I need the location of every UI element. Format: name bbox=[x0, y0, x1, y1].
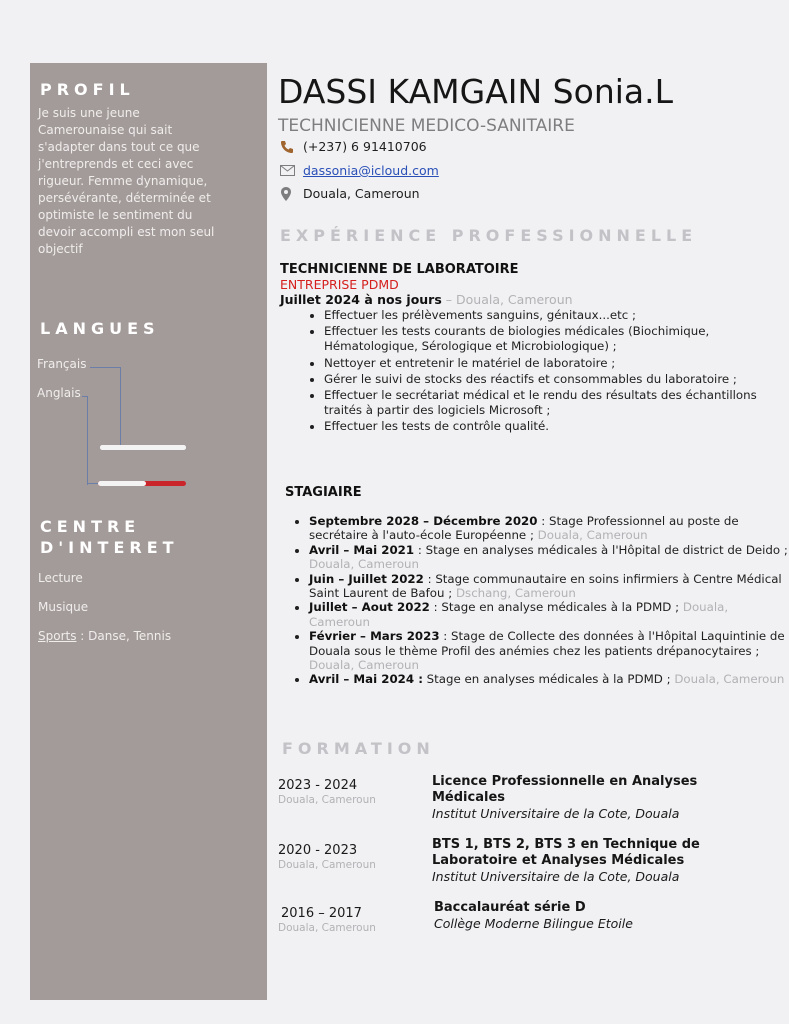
list-item: • Gérer le suivi de stocks des réactifs et consommables du laboratoire ; bbox=[324, 372, 764, 387]
list-item: • Février – Mars 2023 : Stage de Collecte des données à l'Hôpital Laquintinie de Douala sous le thème Profil des anémies chez les patients drépanocytaires ; Douala, Cameroun bbox=[309, 629, 789, 672]
job-company: ENTREPRISE PDMD bbox=[280, 277, 399, 292]
phone-icon bbox=[280, 140, 296, 154]
profil-heading: PROFIL bbox=[40, 80, 135, 99]
edu-years: 2020 - 2023 bbox=[278, 843, 358, 858]
interet-lecture: Lecture bbox=[38, 571, 83, 585]
lang-bar-francais-fill bbox=[100, 445, 186, 450]
list-item: • Avril – Mai 2021 : Stage en analyses médicales à l'Hôpital de district de Deido ; Douala, Cameroun bbox=[309, 543, 789, 572]
lang-francais: Français bbox=[37, 357, 87, 371]
contact-phone bbox=[280, 139, 427, 154]
interet-musique: Musique bbox=[38, 600, 89, 614]
lang-anglais: Anglais bbox=[37, 386, 81, 400]
job-period: Juillet 2024 à nos jours – Douala, Cameroun bbox=[280, 292, 573, 307]
stagiaire-heading: STAGIAIRE bbox=[285, 485, 362, 500]
experience-heading: EXPÉRIENCE PROFESSIONNELLE bbox=[280, 226, 698, 245]
stages-list bbox=[285, 514, 789, 687]
edu-years: 2023 - 2024 bbox=[278, 778, 358, 793]
list-item: • Nettoyer et entretenir le matériel de laboratoire ; bbox=[324, 356, 764, 371]
edu-school: Institut Universitaire de la Cote, Douala bbox=[432, 806, 680, 821]
list-item: • Effectuer les prélèvements sanguins, génitaux...etc ; bbox=[324, 308, 764, 323]
job-duties bbox=[298, 308, 764, 436]
lang-bar-anglais bbox=[98, 481, 186, 486]
profil-text: Je suis une jeune Camerounaise qui sait s'adapter dans tout ce que j'entreprends et ceci avec rigueur. Femme dynamique, persévérante, déterminée et optimiste le sentiment du devoir accompli est mon seul objectif bbox=[38, 106, 215, 256]
candidate-role: TECHNICIENNE MEDICO-SANITAIRE bbox=[278, 116, 575, 136]
edu-title: Baccalauréat série D bbox=[434, 900, 586, 915]
edu-title: BTS 1, BTS 2, BTS 3 en Technique de Laboratoire et Analyses Médicales bbox=[432, 837, 700, 868]
edu-location: Douala, Cameroun bbox=[278, 922, 376, 934]
edu-school: Collège Moderne Bilingue Etoile bbox=[434, 916, 633, 931]
lang-bar-anglais-fill bbox=[98, 481, 146, 486]
lang-connector-francais bbox=[90, 367, 121, 448]
list-item: • Avril – Mai 2024 : Stage en analyses médicales à la PDMD ; Douala, Cameroun bbox=[309, 672, 789, 686]
lang-connector-anglais bbox=[82, 396, 88, 485]
location-text: Douala, Cameroun bbox=[303, 186, 420, 201]
job-title: TECHNICIENNE DE LABORATOIRE bbox=[280, 262, 519, 277]
edu-years: 2016 – 2017 bbox=[281, 906, 362, 921]
sidebar bbox=[30, 63, 267, 1000]
list-item: • Effectuer les tests courants de biologies médicales (Biochimique, Hématologique, Sérologique et Microbiologique) ; bbox=[324, 324, 764, 354]
envelope-icon bbox=[280, 164, 296, 178]
contact-location bbox=[280, 186, 420, 201]
list-item: • Septembre 2028 – Décembre 2020 : Stage Professionnel au poste de secrétaire à l'auto-école Européenne ; Douala, Cameroun bbox=[309, 514, 789, 543]
edu-location: Douala, Cameroun bbox=[278, 794, 376, 806]
edu-title: Licence Professionnelle en Analyses Médicales bbox=[432, 774, 698, 805]
interets-heading-2: D'INTERET bbox=[40, 538, 179, 557]
formation-heading: FORMATION bbox=[282, 739, 435, 758]
lang-bar-francais bbox=[100, 445, 186, 450]
candidate-name: DASSI KAMGAIN Sonia.L bbox=[278, 72, 674, 111]
langues-heading: LANGUES bbox=[40, 319, 160, 338]
list-item: • Effectuer le secrétariat médical et le rendu des résultats des échantillons traités à partir des logiciels Microsoft ; bbox=[324, 388, 764, 418]
email-link[interactable]: dassonia@icloud.com bbox=[303, 163, 439, 178]
edu-school: Institut Universitaire de la Cote, Douala bbox=[432, 869, 680, 884]
location-pin-icon bbox=[280, 187, 296, 201]
list-item: • Juillet – Aout 2022 : Stage en analyse médicales à la PDMD ; Douala, Cameroun bbox=[309, 600, 789, 629]
list-item: • Effectuer les tests de contrôle qualité. bbox=[324, 419, 764, 434]
phone-number: (+237) 6 91410706 bbox=[303, 139, 427, 154]
interets-heading-1: CENTRE bbox=[40, 517, 141, 536]
sports-value: : Danse, Tennis bbox=[76, 629, 172, 643]
sports-label: Sports bbox=[38, 629, 77, 643]
contact-email bbox=[280, 163, 439, 178]
interet-sports bbox=[38, 628, 171, 645]
list-item: • Juin – Juillet 2022 : Stage communautaire en soins infirmiers à Centre Médical Saint Laurent de Bafou ; Dschang, Cameroun bbox=[309, 572, 789, 601]
edu-location: Douala, Cameroun bbox=[278, 859, 376, 871]
